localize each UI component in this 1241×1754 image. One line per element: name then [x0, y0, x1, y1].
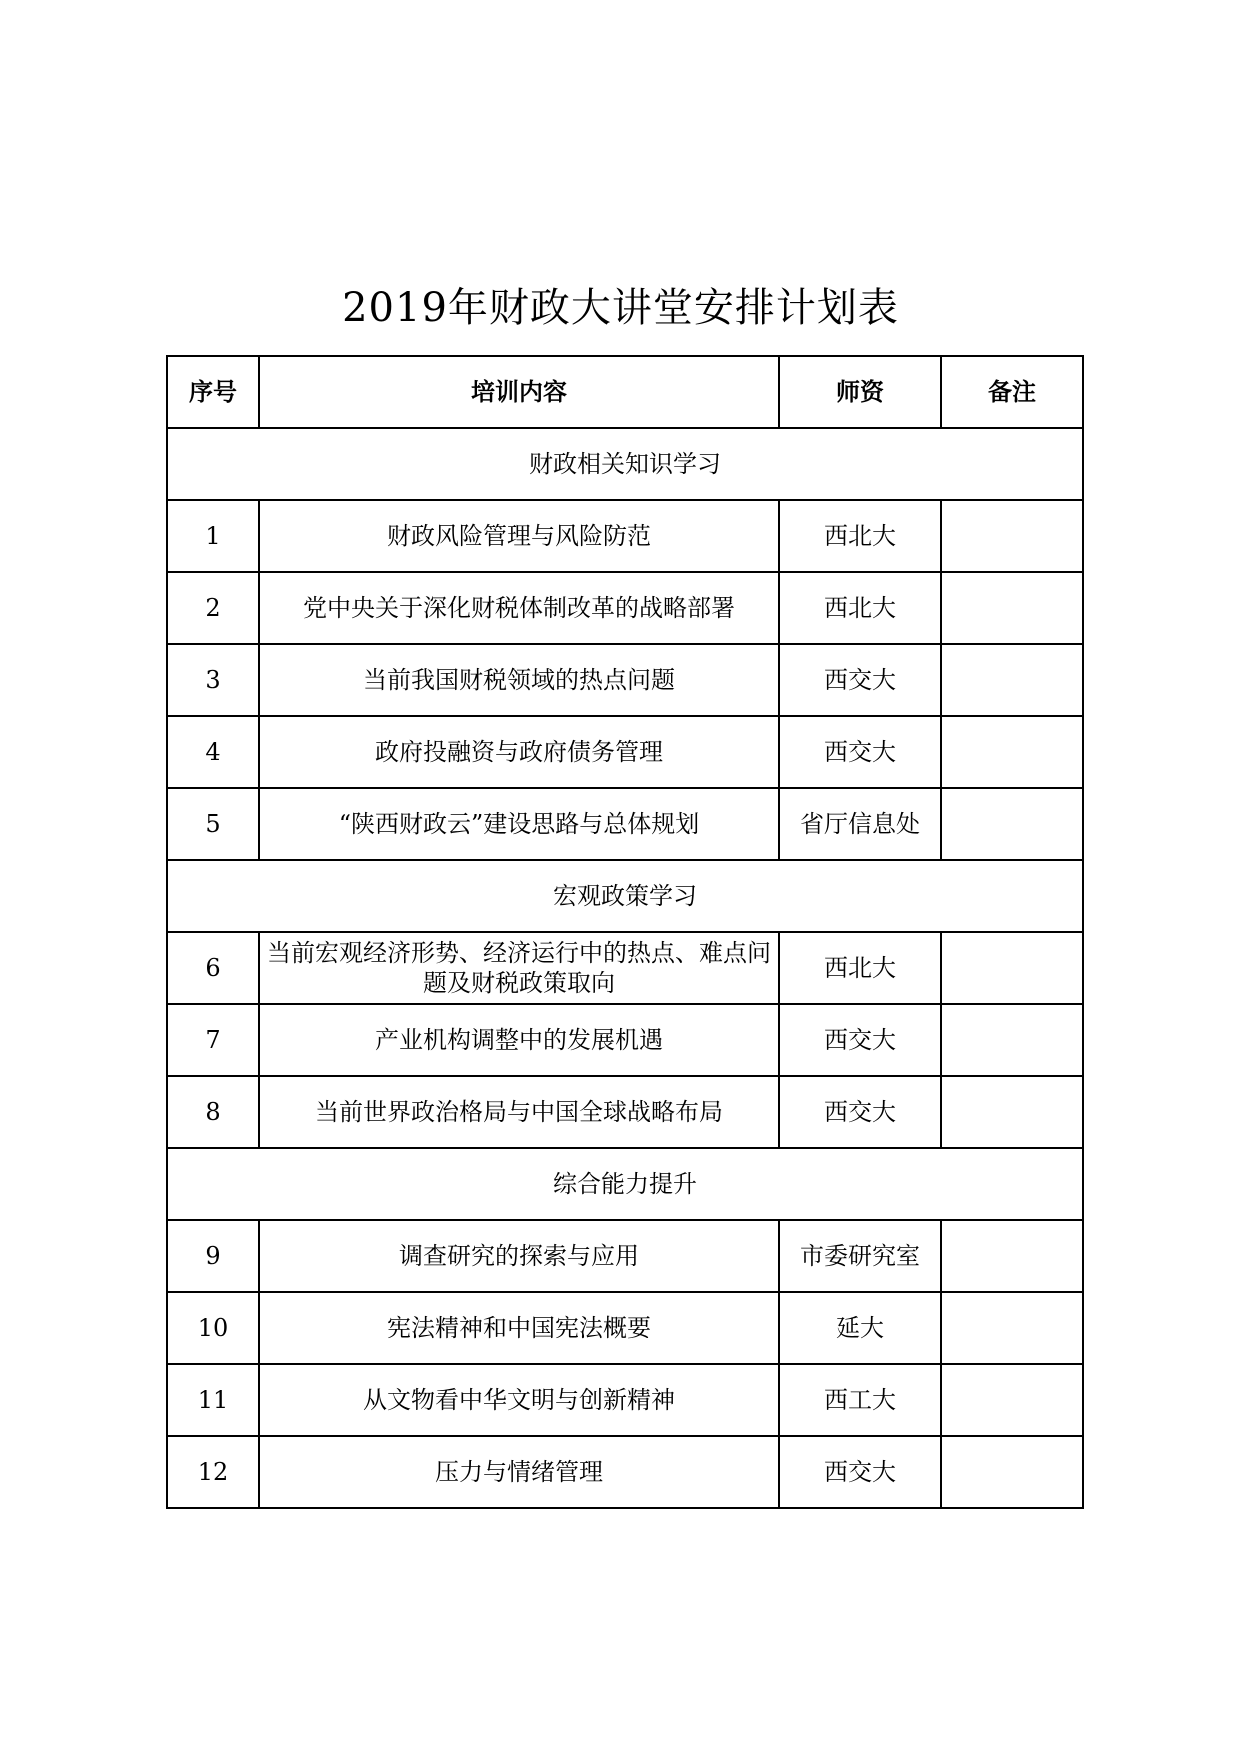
cell-note [941, 644, 1083, 716]
cell-teacher: 西交大 [779, 1436, 941, 1508]
section-row [167, 428, 1083, 500]
section-title: 财政相关知识学习 [167, 428, 1083, 500]
cell-note [941, 1364, 1083, 1436]
cell-teacher: 西交大 [779, 1004, 941, 1076]
table-row [167, 716, 1083, 788]
cell-content: 调查研究的探索与应用 [259, 1220, 779, 1292]
table-row [167, 572, 1083, 644]
cell-teacher: 市委研究室 [779, 1220, 941, 1292]
cell-note [941, 716, 1083, 788]
header-no: 序号 [167, 356, 259, 428]
cell-content: 党中央关于深化财税体制改革的战略部署 [259, 572, 779, 644]
cell-teacher: 西交大 [779, 644, 941, 716]
cell-no: 8 [167, 1076, 259, 1148]
cell-teacher: 西工大 [779, 1364, 941, 1436]
section-title: 综合能力提升 [167, 1148, 1083, 1220]
table-row [167, 1004, 1083, 1076]
cell-content: 当前宏观经济形势、经济运行中的热点、难点问题及财税政策取向 [259, 932, 779, 1004]
cell-no: 9 [167, 1220, 259, 1292]
plan-table [166, 355, 1084, 1509]
cell-no: 5 [167, 788, 259, 860]
cell-note [941, 572, 1083, 644]
cell-content: 压力与情绪管理 [259, 1436, 779, 1508]
cell-no: 1 [167, 500, 259, 572]
cell-note [941, 788, 1083, 860]
cell-content: 财政风险管理与风险防范 [259, 500, 779, 572]
table-row [167, 1436, 1083, 1508]
plan-body [167, 428, 1083, 1508]
table-row [167, 1076, 1083, 1148]
cell-content: 产业机构调整中的发展机遇 [259, 1004, 779, 1076]
header-note: 备注 [941, 356, 1083, 428]
cell-content: 当前世界政治格局与中国全球战略布局 [259, 1076, 779, 1148]
cell-no: 3 [167, 644, 259, 716]
cell-note [941, 1220, 1083, 1292]
cell-content: 当前我国财税领域的热点问题 [259, 644, 779, 716]
section-title: 宏观政策学习 [167, 860, 1083, 932]
table-row [167, 644, 1083, 716]
cell-note [941, 500, 1083, 572]
table-row [167, 1292, 1083, 1364]
cell-no: 7 [167, 1004, 259, 1076]
cell-teacher: 西北大 [779, 932, 941, 1004]
cell-no: 4 [167, 716, 259, 788]
cell-no: 10 [167, 1292, 259, 1364]
header-content: 培训内容 [259, 356, 779, 428]
cell-note [941, 1004, 1083, 1076]
cell-no: 2 [167, 572, 259, 644]
section-row [167, 1148, 1083, 1220]
cell-teacher: 西北大 [779, 572, 941, 644]
cell-teacher: 延大 [779, 1292, 941, 1364]
cell-teacher: 西交大 [779, 716, 941, 788]
cell-content: 宪法精神和中国宪法概要 [259, 1292, 779, 1364]
cell-teacher: 西北大 [779, 500, 941, 572]
table-row [167, 500, 1083, 572]
header-teacher: 师资 [779, 356, 941, 428]
cell-content: “陕西财政云”建设思路与总体规划 [259, 788, 779, 860]
table-row [167, 932, 1083, 1004]
cell-content: 从文物看中华文明与创新精神 [259, 1364, 779, 1436]
cell-no: 6 [167, 932, 259, 1004]
header-row [167, 356, 1083, 428]
cell-teacher: 西交大 [779, 1076, 941, 1148]
page-title: 2019年财政大讲堂安排计划表 [342, 285, 899, 331]
cell-note [941, 932, 1083, 1004]
cell-teacher: 省厅信息处 [779, 788, 941, 860]
cell-no: 11 [167, 1364, 259, 1436]
table-row [167, 1220, 1083, 1292]
table-row [167, 1364, 1083, 1436]
section-row [167, 860, 1083, 932]
cell-note [941, 1292, 1083, 1364]
cell-note [941, 1436, 1083, 1508]
cell-content: 政府投融资与政府债务管理 [259, 716, 779, 788]
cell-note [941, 1076, 1083, 1148]
table-row [167, 788, 1083, 860]
cell-no: 12 [167, 1436, 259, 1508]
